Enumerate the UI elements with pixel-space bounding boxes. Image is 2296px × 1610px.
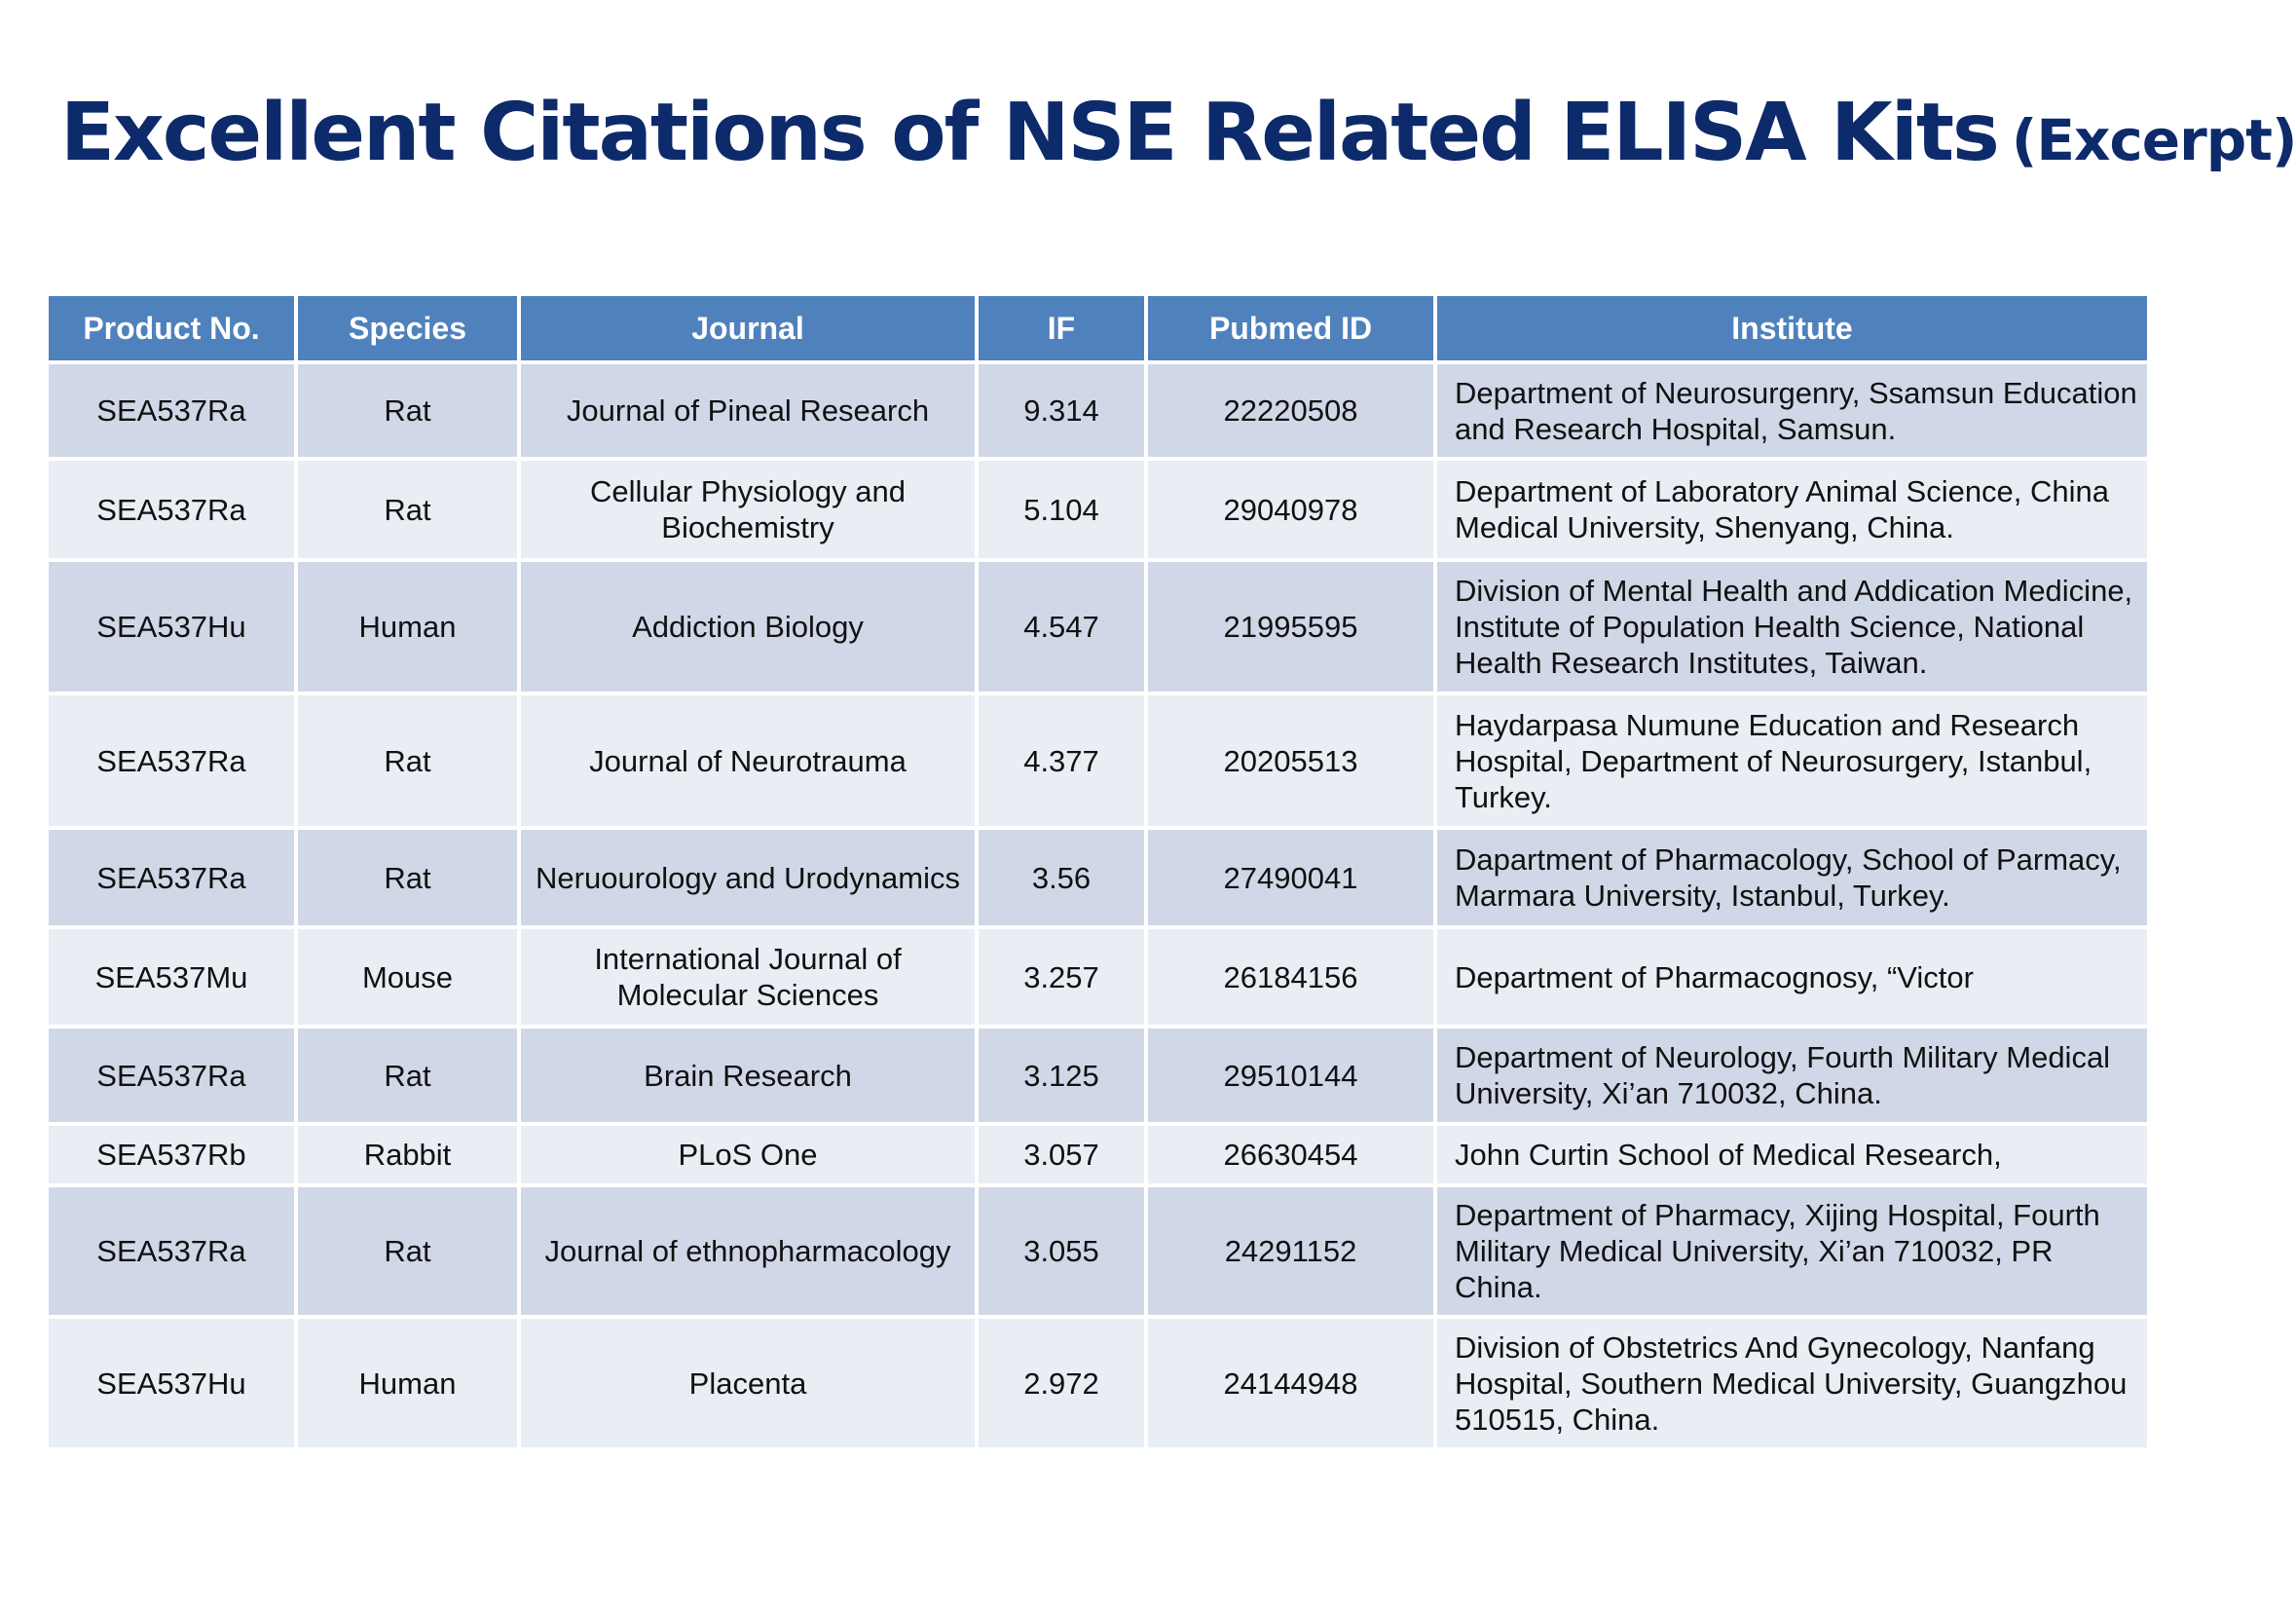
- cell-if: 4.547: [979, 562, 1144, 692]
- cell-species: Rabbit: [298, 1126, 517, 1183]
- cell-journal: Addiction Biology: [521, 562, 975, 692]
- table-row: [49, 364, 2147, 457]
- cell-product: SEA537Ra: [49, 364, 294, 457]
- header-product-no: Product No.: [49, 296, 294, 360]
- table-row: [49, 929, 2147, 1025]
- cell-pubmed-id: 29510144: [1148, 1029, 1433, 1122]
- cell-if: 3.56: [979, 830, 1144, 925]
- cell-pubmed-id: 24291152: [1148, 1187, 1433, 1315]
- cell-if: 3.055: [979, 1187, 1144, 1315]
- cell-institute: Division of Obstetrics And Gynecology, Nanfang Hospital, Southern Medical University, Guangzhou 510515, China.: [1437, 1319, 2147, 1447]
- cell-institute: Haydarpasa Numune Education and Research Hospital, Department of Neurosurgery, Istanbul, Turkey.: [1437, 695, 2147, 826]
- cell-species: Human: [298, 562, 517, 692]
- cell-species: Rat: [298, 364, 517, 457]
- header-species: Species: [298, 296, 517, 360]
- cell-institute: Division of Mental Health and Addication Medicine, Institute of Population Health Science, National Health Research Institutes, Taiwan.: [1437, 562, 2147, 692]
- table-row: [49, 1319, 2147, 1447]
- cell-species: Mouse: [298, 929, 517, 1025]
- title-main: Excellent Citations of NSE Related ELISA Kits: [60, 87, 1998, 179]
- cell-institute: Department of Neurology, Fourth Military Medical University, Xi’an 710032, China.: [1437, 1029, 2147, 1122]
- cell-if: 3.257: [979, 929, 1144, 1025]
- cell-product: SEA537Mu: [49, 929, 294, 1025]
- cell-journal: Journal of Pineal Research: [521, 364, 975, 457]
- cell-journal: Placenta: [521, 1319, 975, 1447]
- cell-pubmed-id: 26184156: [1148, 929, 1433, 1025]
- cell-journal: Journal of Neurotrauma: [521, 695, 975, 826]
- table-row: [49, 695, 2147, 826]
- cell-journal: Neruourology and Urodynamics: [521, 830, 975, 925]
- cell-species: Rat: [298, 461, 517, 558]
- cell-institute: Department of Neurosurgenry, Ssamsun Education and Research Hospital, Samsun.: [1437, 364, 2147, 457]
- header-pubmed-id: Pubmed ID: [1148, 296, 1433, 360]
- cell-if: 3.125: [979, 1029, 1144, 1122]
- cell-product: SEA537Hu: [49, 1319, 294, 1447]
- cell-journal: Cellular Physiology and Biochemistry: [521, 461, 975, 558]
- citations-table: [45, 292, 2151, 1451]
- cell-pubmed-id: 29040978: [1148, 461, 1433, 558]
- cell-journal: Brain Research: [521, 1029, 975, 1122]
- cell-journal: Journal of ethnopharmacology: [521, 1187, 975, 1315]
- page-title: [60, 80, 2296, 194]
- cell-species: Rat: [298, 695, 517, 826]
- cell-product: SEA537Ra: [49, 461, 294, 558]
- table-row: [49, 1029, 2147, 1122]
- table-row: [49, 461, 2147, 558]
- cell-journal: International Journal of Molecular Sciences: [521, 929, 975, 1025]
- cell-institute: Department of Laboratory Animal Science, China Medical University, Shenyang, China.: [1437, 461, 2147, 558]
- cell-pubmed-id: 24144948: [1148, 1319, 1433, 1447]
- table-row: [49, 1126, 2147, 1183]
- cell-pubmed-id: 22220508: [1148, 364, 1433, 457]
- table-row: [49, 562, 2147, 692]
- cell-product: SEA537Hu: [49, 562, 294, 692]
- cell-product: SEA537Ra: [49, 1187, 294, 1315]
- cell-product: SEA537Rb: [49, 1126, 294, 1183]
- cell-species: Rat: [298, 1187, 517, 1315]
- cell-species: Rat: [298, 1029, 517, 1122]
- cell-product: SEA537Ra: [49, 1029, 294, 1122]
- cell-if: 5.104: [979, 461, 1144, 558]
- header-if: IF: [979, 296, 1144, 360]
- cell-if: 3.057: [979, 1126, 1144, 1183]
- header-journal: Journal: [521, 296, 975, 360]
- cell-institute: John Curtin School of Medical Research,: [1437, 1126, 2147, 1183]
- cell-pubmed-id: 20205513: [1148, 695, 1433, 826]
- cell-institute: Department of Pharmacognosy, “Victor: [1437, 929, 2147, 1025]
- cell-pubmed-id: 21995595: [1148, 562, 1433, 692]
- cell-if: 9.314: [979, 364, 1144, 457]
- cell-pubmed-id: 26630454: [1148, 1126, 1433, 1183]
- table-row: [49, 830, 2147, 925]
- cell-product: SEA537Ra: [49, 830, 294, 925]
- cell-institute: Dapartment of Pharmacology, School of Parmacy, Marmara University, Istanbul, Turkey.: [1437, 830, 2147, 925]
- cell-species: Human: [298, 1319, 517, 1447]
- cell-if: 4.377: [979, 695, 1144, 826]
- cell-if: 2.972: [979, 1319, 1144, 1447]
- cell-pubmed-id: 27490041: [1148, 830, 1433, 925]
- cell-institute: Department of Pharmacy, Xijing Hospital, Fourth Military Medical University, Xi’an 710032, PR China.: [1437, 1187, 2147, 1315]
- table-row: [49, 1187, 2147, 1315]
- cell-species: Rat: [298, 830, 517, 925]
- table-header-row: [49, 296, 2147, 360]
- cell-product: SEA537Ra: [49, 695, 294, 826]
- cell-journal: PLoS One: [521, 1126, 975, 1183]
- header-institute: Institute: [1437, 296, 2147, 360]
- title-sub: (Excerpt): [2011, 107, 2296, 173]
